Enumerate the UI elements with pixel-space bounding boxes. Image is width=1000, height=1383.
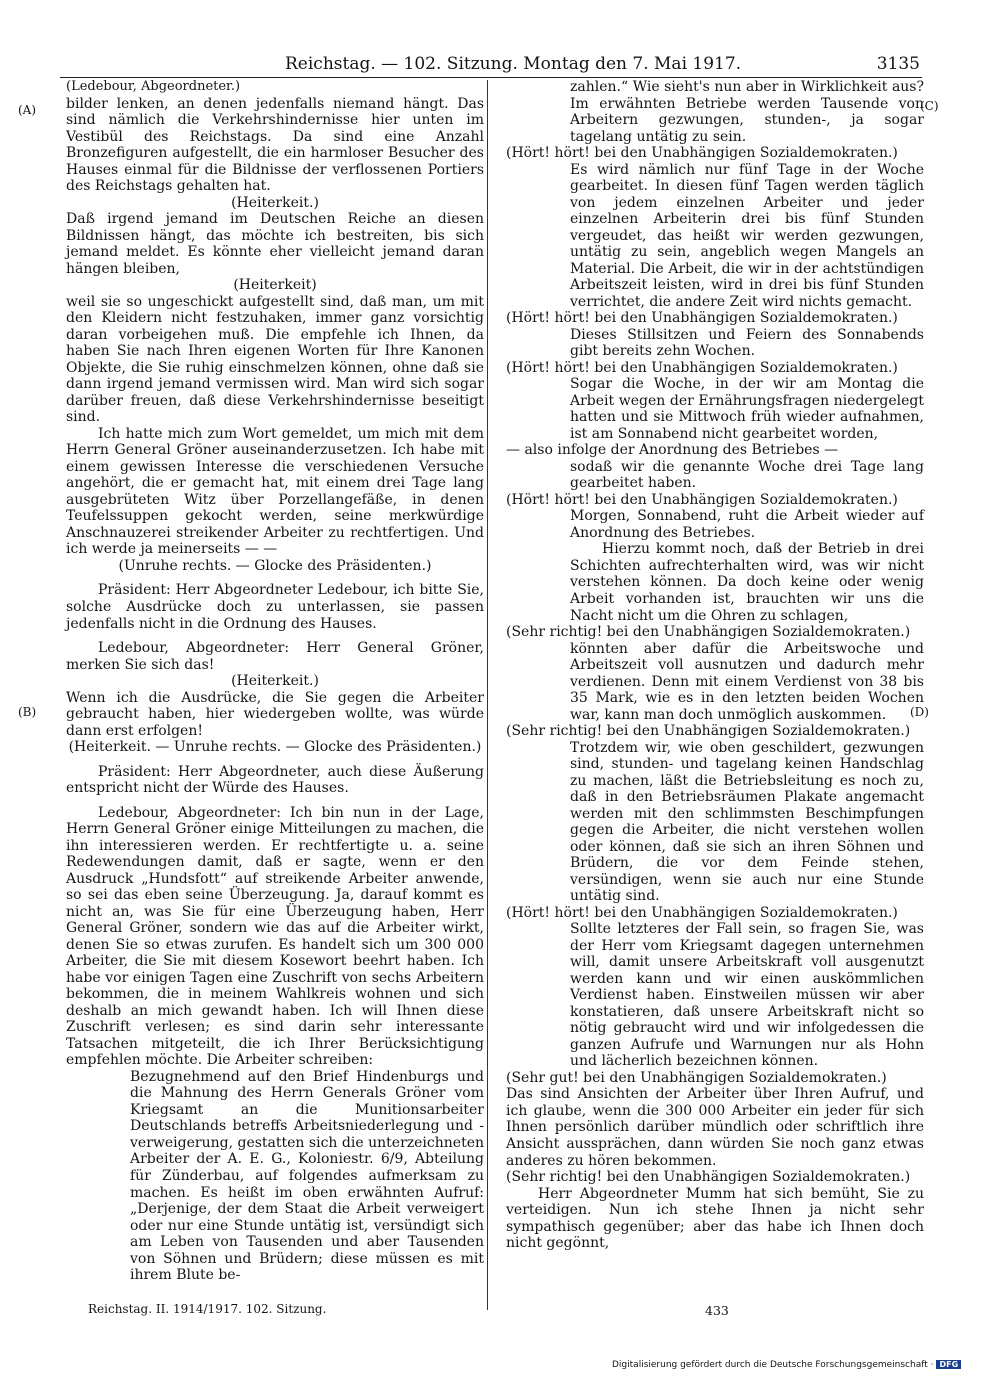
running-title: Reichstag. — 102. Sitzung. Montag den 7. Mai 1917. xyxy=(285,54,742,74)
text-paragraph: (Sehr gut! bei den Unabhängigen Sozialdemokraten.) xyxy=(506,1069,887,1086)
text-paragraph: Ledebour, Abgeordneter: Ich bin nun in der Lage, Herrn General Gröner einige Mitteilungen zu machen, die ihn interessieren werden. Er rechtfertigte u. a. seine Redewendungen damit, daß er sagte, wenn er den Ausdruck „Hundsfott“ auf streikende Arbeiter anwende, so sei das eben seine Überzeugung. Ja, darauf kommt es nicht an, was Sie für eine Überzeugung haben, Herr General Gröner, sondern wie das auf die Arbeiter wirkt, denen Sie so etwas zurufen. Es handelt sich um 300 000 Arbeiter, die Sie mit diesem Kosewort beehrt haben. Ich habe vor einigen Tagen eine Zuschrift von sechs Arbeitern bekommen, die in meinem Wahlkreis wohnen und sich deshalb an mich gewandt haben. Ich will Ihnen diese Zuschrift verlesen; es sind darin sehr interessante Tatsachen mitgeteilt, die ich Ihrer Berücksichtigung empfehlen möchte. Die Arbeiter schreiben: xyxy=(66,804,484,1069)
text-paragraph: (Heiterkeit.) xyxy=(231,673,319,690)
page-number: 3135 xyxy=(876,54,920,74)
text-paragraph: (Hört! hört! bei den Unabhängigen Sozialdemokraten.) xyxy=(506,491,898,508)
paragraph-gap xyxy=(66,797,484,805)
text-paragraph: (Hört! hört! bei den Unabhängigen Sozialdemokraten.) xyxy=(506,359,898,376)
text-paragraph: (Sehr richtig! bei den Unabhängigen Sozialdemokraten.) xyxy=(506,1169,911,1186)
footer-source: Reichstag. II. 1914/1917. 102. Sitzung. xyxy=(88,1302,327,1316)
text-paragraph: Es wird nämlich nur fünf Tage in der Woche gearbeitet. In diesen fünf Tagen werden täglich von jedem einzelnen Arbeiter und jeder einzelnen Arbeiterin drei bis fünf Stunden vergeudet, das heißt wir werden gezwungen, untätig zu sein, angeblich wegen Mangels an Material. Die Arbeit, die wir in der achtstündigen Arbeitszeit leisten, wird in drei bis fünf Stunden verrichtet, die andere Zeit wird nichts gemacht. xyxy=(570,161,924,310)
text-paragraph: (Hört! hört! bei den Unabhängigen Sozialdemokraten.) xyxy=(506,904,898,921)
text-paragraph: (Heiterkeit. — Unruhe rechts. — Glocke des Präsidenten.) xyxy=(68,739,482,756)
column-divider xyxy=(487,80,488,1310)
text-paragraph: sodaß wir die genannte Woche drei Tage lang gearbeitet haben. xyxy=(570,458,924,492)
page-header xyxy=(60,54,920,76)
text-paragraph: Morgen, Sonnabend, ruht die Arbeit wieder auf Anordnung des Betriebes. xyxy=(570,508,924,541)
right-column xyxy=(506,79,924,1252)
header-rule xyxy=(60,77,922,78)
text-paragraph: bilder lenken, an denen jedenfalls niemand hängt. Das sind nämlich die Verkehrshindernisse hier unten im Vestibül des Reichstags. Da sind eine Anzahl Bronzefiguren aufgestellt, die ein harmloser Besucher des Hauses einmal für die Bildnisse der verflossenen Portiers des Reichstags gehalten hat. xyxy=(66,95,484,195)
text-paragraph: Hierzu kommt noch, daß der Betrieb in drei Schichten aufrechterhalten wird, was wir nicht verstehen können. Da doch keine oder wenig Arbeit vorhanden ist, brauchten wir uns die Nacht nicht um die Ohren zu schlagen, xyxy=(570,541,924,624)
text-paragraph: — also infolge der Anordnung des Betriebes — xyxy=(506,442,839,459)
footer-sheet-number: 433 xyxy=(705,1303,729,1318)
text-paragraph: Daß irgend jemand im Deutschen Reiche an diesen Bildnissen hängt, das möchte ich bestreiten, bis sich jemand meldet. Es könnte eher vielleicht jemand daran hängen bleiben, xyxy=(66,211,484,277)
text-paragraph: zahlen.“ Wie sieht's nun aber in Wirklichkeit aus? Im erwähnten Betriebe werden Tausende von Arbeitern gezwungen, stunden-, ja sogar tagelang untätig zu sein. xyxy=(570,79,924,145)
text-paragraph: könnten aber dafür die Arbeitswoche und Arbeitszeit voll ausnutzen und dadurch mehr verdienen. Denn mit einem Verdienst von 38 bis 35 Mark, wie es in den letzten beiden Wochen war, kann man doch unmöglich auskommen. xyxy=(570,640,924,723)
text-paragraph: Präsident: Herr Abgeordneter Ledebour, ich bitte Sie, solche Ausdrücke doch zu unterlassen, sie passen jedenfalls nicht in die Ordnung des Hauses. xyxy=(66,582,484,632)
margin-marker-b: (B) xyxy=(18,705,37,719)
text-paragraph: Präsident: Herr Abgeordneter, auch diese Äußerung entspricht nicht der Würde des Hauses. xyxy=(66,763,484,797)
paragraph-gap xyxy=(66,756,484,764)
text-paragraph: Wenn ich die Ausdrücke, die Sie gegen die Arbeiter gebraucht haben, hier wiedergeben wollte, was würde dann erst erfolgen! xyxy=(66,689,484,739)
text-paragraph: (Heiterkeit.) xyxy=(231,194,319,211)
dfg-credit-text: Digitalisierung gefördert durch die Deutsche Forschungsgemeinschaft · xyxy=(612,1360,934,1370)
text-paragraph: Dieses Stillsitzen und Feiern des Sonnabends gibt bereits zehn Wochen. xyxy=(570,326,924,360)
text-paragraph: Sogar die Woche, in der wir am Montag die Arbeit wegen der Ernährungsfragen niedergelegt hatten und sie Mittwoch früh wieder aufnahmen, ist am Sonnabend nicht gearbeitet worden, xyxy=(570,376,924,442)
margin-marker-c: (C) xyxy=(920,99,939,113)
dfg-credit xyxy=(612,1360,961,1370)
text-paragraph: (Hört! hört! bei den Unabhängigen Sozialdemokraten.) xyxy=(506,310,898,327)
text-paragraph: (Ledebour, Abgeordneter.) xyxy=(66,79,241,94)
text-paragraph: (Hört! hört! bei den Unabhängigen Sozialdemokraten.) xyxy=(506,145,898,162)
paragraph-gap xyxy=(66,574,484,582)
left-column xyxy=(66,79,484,1284)
margin-marker-a: (A) xyxy=(18,103,37,117)
margin-marker-d: (D) xyxy=(910,705,929,719)
text-paragraph: Das sind Ansichten der Arbeiter über Ihren Aufruf, und ich glaube, wenn die 300 000 Arbeiter ein jeder für sich Ihnen persönlich darüber mündlich oder schriftlich ihre Ansicht aussprächen, dann würden Sie noch ganz etwas anderes zu hören bekommen. xyxy=(506,1086,924,1169)
text-paragraph: (Unruhe rechts. — Glocke des Präsidenten.) xyxy=(118,557,432,574)
text-paragraph: Ledebour, Abgeordneter: Herr General Gröner, merken Sie sich das! xyxy=(66,640,484,673)
text-paragraph: (Sehr richtig! bei den Unabhängigen Sozialdemokraten.) xyxy=(506,624,911,641)
paragraph-gap xyxy=(66,632,484,640)
text-paragraph: Ich hatte mich zum Wort gemeldet, um mich mit dem Herrn General Gröner auseinanderzusetzen. Ich habe mit einem gewissen Interesse die verschiedenen Versuche angehört, die er gemacht hat, mit einem drei Tage lang ausgebrüteten Witz über Porzellangefäße, in denen Teufelssuppen gekocht werden, seine merkwürdige Anschnauzerei streikender Arbeiter zu rechtfertigen. Und ich werde ja meinerseits — — xyxy=(66,425,484,558)
text-paragraph: Sollte letzteres der Fall sein, so fragen Sie, was der Herr vom Kriegsamt dagegen unternehmen will, damit unsere Arbeitskraft voll ausgenutzt werden kann und wir einen auskömmlichen Verdienst haben. Einstweilen müssen wir aber konstatieren, daß unsere Arbeitskraft nicht so nötig gebraucht wird und wir infolgedessen die ganzen Aufrufe und Warnungen nur als Hohn und lächerlich bezeichnen können. xyxy=(570,921,924,1070)
dfg-logo: DFG xyxy=(936,1360,961,1369)
text-paragraph: Bezugnehmend auf den Brief Hindenburgs und die Mahnung des Herrn Generals Gröner vom Kriegsamt an die Munitionsarbeiter Deutschlands betreffs Arbeitsniederlegung und -verweigerung, gestatten sich die unterzeichneten Arbeiter der A. E. G., Koloniestr. 6/9, Abteilung für Zünderbau, auf folgendes aufmerksam zu machen. Es heißt im oben erwähnten Aufruf: „Derjenige, der dem Staat die Arbeit verweigert oder nur eine Stunde untätig ist, versündigt sich am Leben von Tausenden und aber Tausenden von Söhnen und Brüdern; diese müssen es mit ihrem Blute be- xyxy=(130,1068,484,1284)
text-paragraph: Herr Abgeordneter Mumm hat sich bemüht, Sie zu verteidigen. Nun ich stehe Ihnen ja nicht sehr sympathisch gegenüber; aber das habe ich Ihnen doch nicht gegönnt, xyxy=(506,1185,924,1252)
text-paragraph: (Sehr richtig! bei den Unabhängigen Sozialdemokraten.) xyxy=(506,723,911,740)
text-paragraph: (Heiterkeit) xyxy=(233,277,317,294)
text-paragraph: Trotzdem wir, wie oben geschildert, gezwungen sind, stunden- und tagelang keinen Handschlag zu machen, läßt die Betriebsleitung es noch zu, daß in den Betriebsräumen Plakate angemacht werden mit den schlimmsten Beschimpfungen gegen die Arbeiter, die nicht verstehen wollen oder können, daß sie sich an ihren Söhnen und Brüdern, die vor dem Feinde stehen, versündigen, wenn sie auch nur eine Stunde untätig sind. xyxy=(570,739,924,905)
text-paragraph: weil sie so ungeschickt aufgestellt sind, daß man, um mit den Kleidern nicht festzuhaken, immer ganz vorsichtig daran vorbeigehen muß. Die empfehle ich Ihnen, da haben Sie nach Ihren eigenen Worten für Ihre Kanonen Objekte, die Sie ruhig einschmelzen können, ohne daß sie dann irgend jemand vermissen wird. Man wird sich sogar darüber freuen, daß diese Verkehrshindernisse beseitigt sind. xyxy=(66,293,484,426)
